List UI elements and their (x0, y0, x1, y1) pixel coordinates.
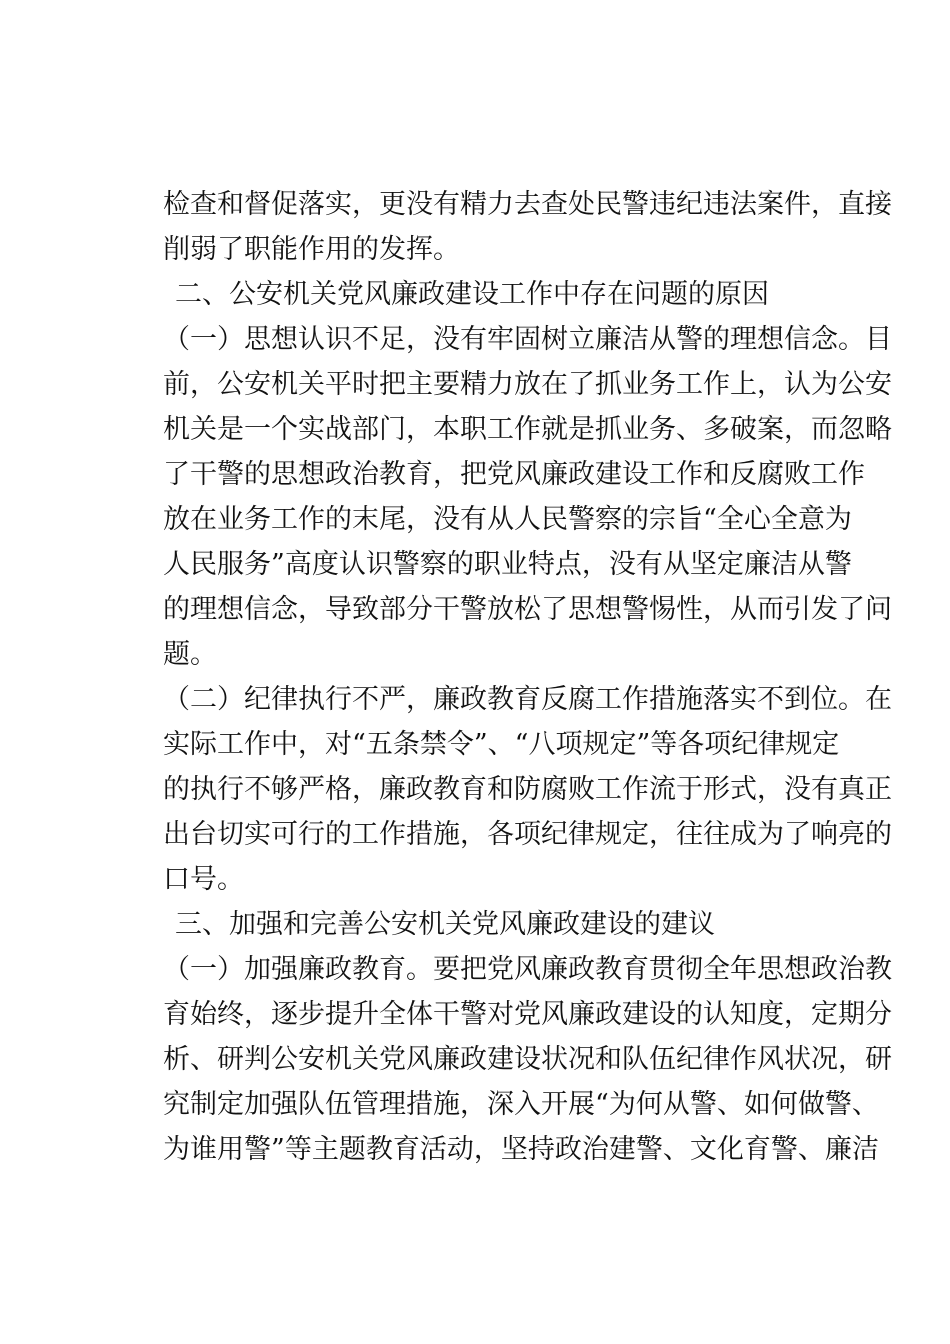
text-line: 口号。 (163, 864, 244, 895)
section-heading: 二、公安机关党风廉政建设工作中存在问题的原因 (175, 279, 769, 310)
text-line: （ 一 ） 思 想 认 识 不 足 ， 没 有 牢 固 树 立 廉 洁 从 警 的 理 想 信 念 。 目 (163, 324, 892, 355)
section-heading: 三、加强和完善公安机关党风廉政建设的建议 (175, 909, 715, 940)
text-line: 放 在 业 务 工 作 的 末 尾 ， 没 有 从 人 民 警 察 的 宗 旨 “ 全 心 全 意 为 (163, 504, 852, 535)
text-line: 析 、 研 判 公 安 机 关 党 风 廉 政 建 设 状 况 和 队 伍 纪 律 作 风 状 况 ， 研 (163, 1044, 892, 1075)
text-line: （ 一 ） 加 强 廉 政 教 育 。 要 把 党 风 廉 政 教 育 贯 彻 全 年 思 想 政 治 教 (163, 954, 892, 985)
text-line: 的 理 想 信 念 ， 导 致 部 分 干 警 放 松 了 思 想 警 惕 性 ， 从 而 引 发 了 问 (163, 594, 892, 625)
text-line: 的 执 行 不 够 严 格 ， 廉 政 教 育 和 防 腐 败 工 作 流 于 形 式 ， 没 有 真 正 (163, 774, 892, 805)
text-line: 实 际 工 作 中 ， 对 “ 五 条 禁 令 ” 、 “ 八 项 规 定 ” 等 各 项 纪 律 规 定 (163, 729, 840, 760)
text-line: 题。 (163, 639, 217, 670)
body-text (163, 182, 892, 1172)
text-line: 育 始 终 ， 逐 步 提 升 全 体 干 警 对 党 风 廉 政 建 设 的 认 知 度 ， 定 期 分 (163, 999, 892, 1030)
text-line: 人 民 服 务 ” 高 度 认 识 警 察 的 职 业 特 点 ， 没 有 从 坚 定 廉 洁 从 警 (163, 549, 852, 580)
text-line: 机 关 是 一 个 实 战 部 门 ， 本 职 工 作 就 是 抓 业 务 、 多 破 案 ， 而 忽 略 (163, 414, 892, 445)
text-line: 检 查 和 督 促 落 实 ， 更 没 有 精 力 去 查 处 民 警 违 纪 违 法 案 件 ， 直 接 (163, 189, 892, 220)
text-line: 究 制 定 加 强 队 伍 管 理 措 施 ， 深 入 开 展 “ 为 何 从 警 、 如 何 做 警 、 (163, 1089, 879, 1120)
text-line: 为 谁 用 警 ” 等 主 题 教 育 活 动 ， 坚 持 政 治 建 警 、 文 化 育 警 、 廉 洁 (163, 1134, 879, 1165)
text-line: 削弱了职能作用的发挥。 (163, 234, 460, 265)
text-line: 了 干 警 的 思 想 政 治 教 育 ， 把 党 风 廉 政 建 设 工 作 和 反 腐 败 工 作 (163, 459, 865, 490)
text-line: 出 台 切 实 可 行 的 工 作 措 施 ， 各 项 纪 律 规 定 ， 往 往 成 为 了 响 亮 的 (163, 819, 892, 850)
text-line: 前 ， 公 安 机 关 平 时 把 主 要 精 力 放 在 了 抓 业 务 工 作 上 ， 认 为 公 安 (163, 369, 892, 400)
text-line: （ 二 ） 纪 律 执 行 不 严 ， 廉 政 教 育 反 腐 工 作 措 施 落 实 不 到 位 。 在 (163, 684, 892, 715)
